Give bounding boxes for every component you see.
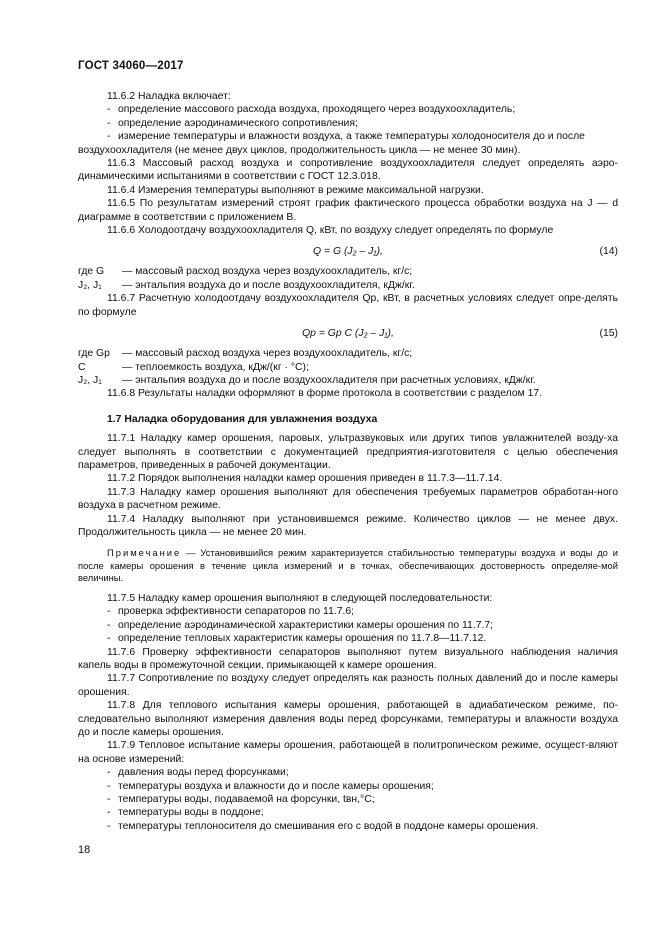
paragraph-11-7-6: 11.7.6 Проверку эффективности сепараторов выполняют путем визуального наблюдения наличия капель воды в промежуточной секции, примыкающей к камере орошения. — [78, 646, 618, 672]
paragraph-11-7-9: 11.7.9 Тепловое испытание камеры орошения, работающей в политропическом режиме, осущест-вляют на основе измерений: — [78, 740, 618, 765]
paragraph-11-7-8: 11.7.8 Для теплового испытания камеры орошения, работающей в адиабатическом режиме, по-следовательно выполняют измерения давления воды перед форсунками, температуры и влажности воздуха до и после камеры орошения. — [78, 700, 618, 739]
definition-row: где Gр — массовый расход воздуха через воздухоохладитель, кг/с; — [78, 348, 413, 360]
list-item: - температуры воды, подаваемой на форсунки, tвн,°С; — [107, 794, 375, 806]
list-item: - проверка эффективности сепараторов по 11.7.6; — [107, 606, 355, 618]
paragraph-11-7-3: 11.7.3 Наладку камер орошения выполняют для обеспечения требуемых параметров обработан-ного воздуха в расчетном режиме. — [78, 486, 618, 512]
formula-14 — [78, 241, 618, 263]
definition-row: J₂, J₁ — энтальпия воздуха до и после воздухоохладителя, кДж/кг. — [78, 279, 415, 291]
note-text: — Установившийся режим характеризуется стабильностью температуры воздуха и воды до и после камеры орошения в течение цикла измерений и в точках, обеспечивающих достоверность определяе-мой величины. — [78, 547, 618, 583]
paragraph-11-6-6: 11.6.6 Холодоотдачу воздухоохладителя Q, кВт, по воздуху следует определять по формуле — [107, 225, 554, 237]
document-body — [78, 90, 618, 833]
formula-14-number: (14) — [599, 246, 618, 258]
paragraph-11-7-7: 11.7.7 Сопротивление по воздуху следует определять как разность полных давлений до и после камеры орошения. — [78, 673, 618, 698]
document-header: ГОСТ 34060—2017 — [78, 60, 184, 72]
note — [78, 547, 618, 584]
note-label: Примечание — [107, 547, 182, 559]
paragraph-11-6-3: 11.6.3 Массовый расход воздуха и сопротивление воздухоохладителя следует определять аэро-динамическими испытаниями в соответствии с ГОСТ 12.3.018. — [78, 158, 618, 183]
list-item: - измерение температуры и влажности воздуха, а также температуры холодоносителя до и после — [107, 131, 585, 143]
paragraph-11-6-2: 11.6.2 Наладка включает: — [107, 91, 231, 102]
list-item: - определение массового расхода воздуха, проходящего через воздухоохладитель; — [107, 104, 516, 116]
paragraph-11-7-2: 11.7.2 Порядок выполнения наладки камер орошения приведен в 11.7.3—11.7.14. — [107, 473, 503, 485]
paragraph-11-6-8: 11.6.8 Результаты наладки оформляют в форме протокола в соответствии с разделом 17. — [107, 388, 543, 400]
formula-15-expression: Qр = Gр C (J₂ – J₁), — [302, 328, 394, 340]
paragraph-11-7-1: 11.7.1 Наладку камер орошения, паровых, ультразвуковых или других типов увлажнителей возду-ха следует выполнять в соответствии с документацией предприятия-изготовителя с целью обеспечения параметров, приведенных в рабочей документации. — [78, 433, 618, 471]
page-number: 18 — [78, 844, 91, 856]
paragraph-11-6-7: 11.6.7 Расчетную холодоотдачу воздухоохладителя Qр, кВт, в расчетных условиях следует опре-делять по формуле — [78, 293, 618, 318]
formula-15 — [78, 323, 618, 345]
paragraph-11-7-5: 11.7.5 Наладку камер орошения выполняют в следующей последовательности: — [107, 592, 493, 604]
list-item: - давления воды перед форсунками; — [107, 767, 289, 779]
list-item: - определение тепловых характеристик камеры орошения по 11.7.8—11.7.12. — [107, 633, 487, 645]
paragraph-11-7-4: 11.7.4 Наладку выполняют при установившемся режиме. Количество циклов — не менее двух. Продолжительность цикла — не менее 20 мин. — [78, 513, 618, 538]
definition-row: C — теплоемкость воздуха, кДж/(кг · °С); — [78, 361, 309, 373]
definition-row: J₂, J₁ — энтальпия воздуха до и после воздухоохладителя при расчетных условиях, кДж/кг. — [78, 374, 536, 386]
formula-15-number: (15) — [599, 328, 618, 340]
list-item: - определение аэродинамического сопротивления; — [107, 117, 358, 129]
definition-row: где G — массовый расход воздуха через воздухоохладитель, кг/с; — [78, 266, 413, 278]
list-item: - температуры теплоносителя до смешивания его с водой в поддоне камеры орошения. — [107, 820, 539, 832]
formula-14-expression: Q = G (J₂ – J₁), — [313, 246, 383, 258]
list-item: - температуры воды в поддоне; — [107, 807, 264, 819]
list-item: - определение аэродинамической характеристики камеры орошения по 11.7.7; — [107, 619, 494, 631]
paragraph-11-6-5: 11.6.5 По результатам измерений строят график фактического процесса обработки воздуха на J — d диаграмме в соответствии с приложением В. — [78, 198, 618, 223]
list-item: - температуры воздуха и влажности до и после камеры орошения; — [107, 780, 434, 792]
section-heading: 1.7 Наладка оборудования для увлажнения воздуха — [107, 413, 378, 425]
paragraph-continuation: воздухоохладителя (не менее двух циклов, продолжительность цикла — не менее 30 мин). — [78, 144, 521, 156]
paragraph-11-6-4: 11.6.4 Измерения температуры выполняют в режиме максимальной нагрузки. — [107, 184, 484, 196]
